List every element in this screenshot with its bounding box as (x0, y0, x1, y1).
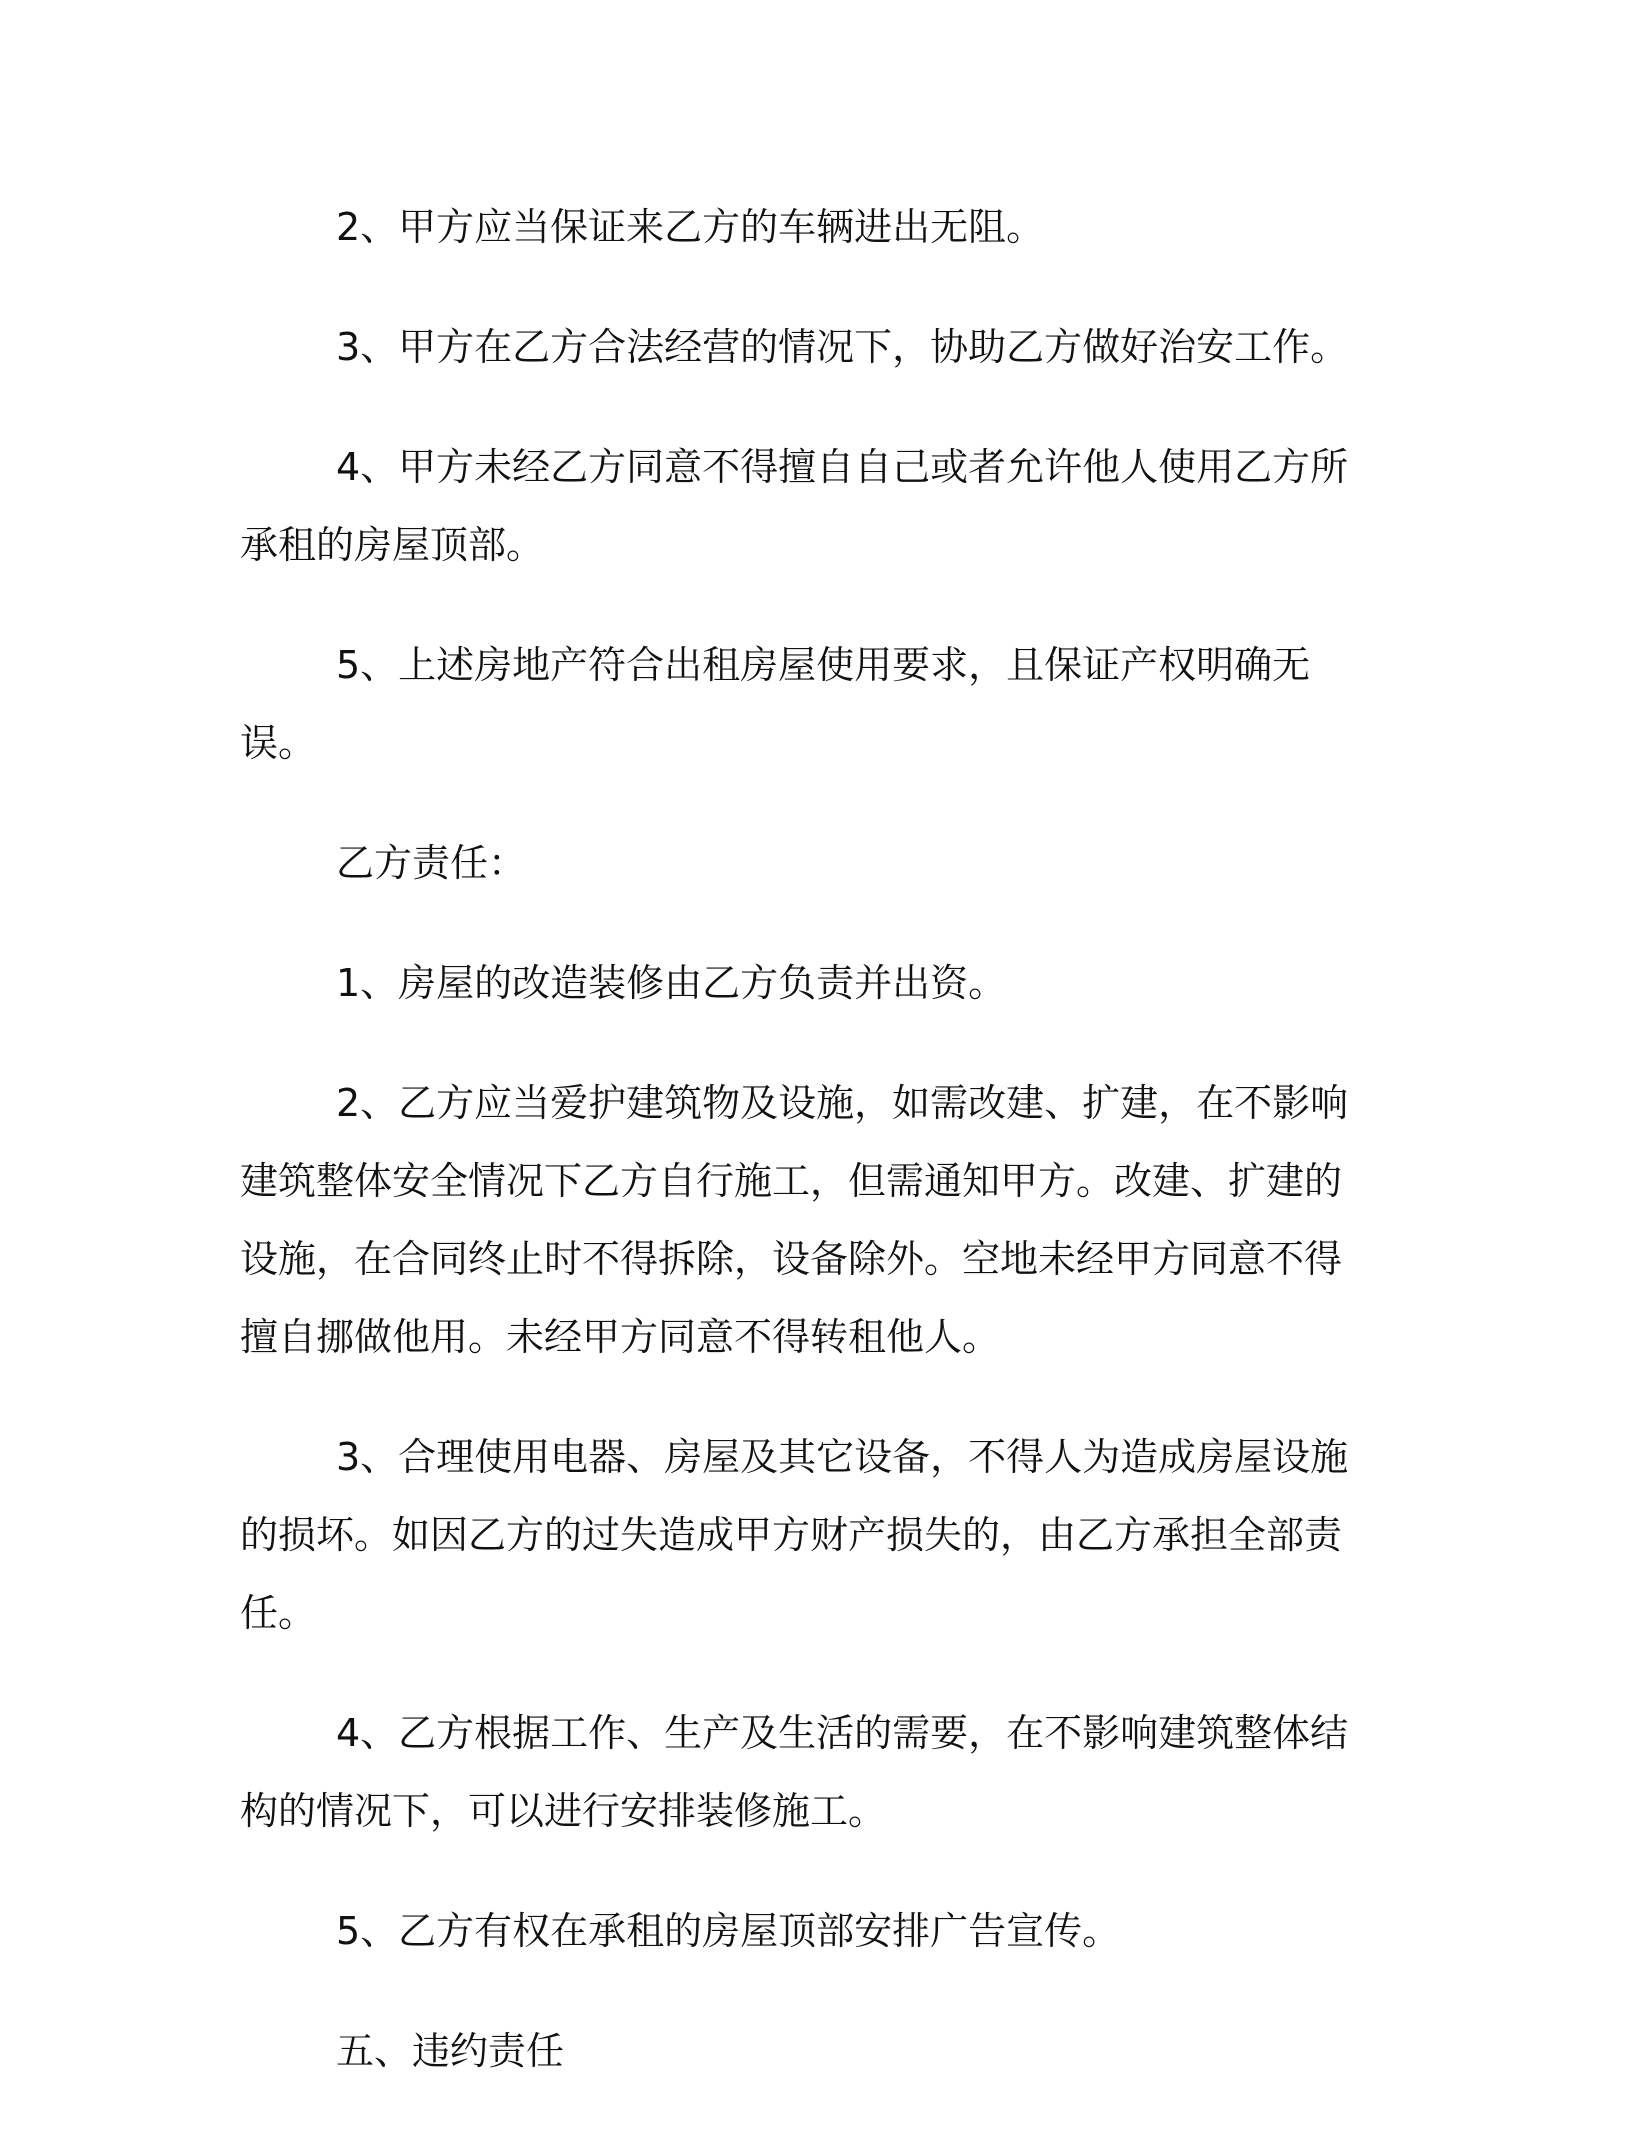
clause-party-a-4: 4、甲方未经乙方同意不得擅自自己或者允许他人使用乙方所承租的房屋顶部。 (240, 445, 1349, 567)
clause-party-a-3: 3、甲方在乙方合法经营的情况下，协助乙方做好治安工作。 (336, 325, 1349, 369)
document-page (240, 188, 1370, 2132)
clause-party-a-2: 2、甲方应当保证来乙方的车辆进出无阻。 (336, 205, 1045, 249)
clause-party-b-3: 3、合理使用电器、房屋及其它设备，不得人为造成房屋设施的损坏。如因乙方的过失造成甲方财产损失的，由乙方承担全部责任。 (240, 1435, 1349, 1635)
section-heading-party-b: 乙方责任： (336, 841, 527, 885)
clause-party-b-1: 1、房屋的改造装修由乙方负责并出资。 (336, 961, 1007, 1005)
clause-party-b-5: 5、乙方有权在承租的房屋顶部安排广告宣传。 (336, 1909, 1121, 1953)
section-heading-breach: 五、违约责任 (336, 2029, 565, 2073)
clause-party-b-4: 4、乙方根据工作、生产及生活的需要，在不影响建筑整体结构的情况下，可以进行安排装修施工。 (240, 1711, 1349, 1833)
clause-party-b-2: 2、乙方应当爱护建筑物及设施，如需改建、扩建，在不影响建筑整体安全情况下乙方自行施工，但需通知甲方。改建、扩建的设施，在合同终止时不得拆除，设备除外。空地未经甲方同意不得擅自挪做他用。未经甲方同意不得转租他人。 (240, 1081, 1349, 1359)
clause-party-a-5: 5、上述房地产符合出租房屋使用要求，且保证产权明确无误。 (240, 643, 1311, 765)
